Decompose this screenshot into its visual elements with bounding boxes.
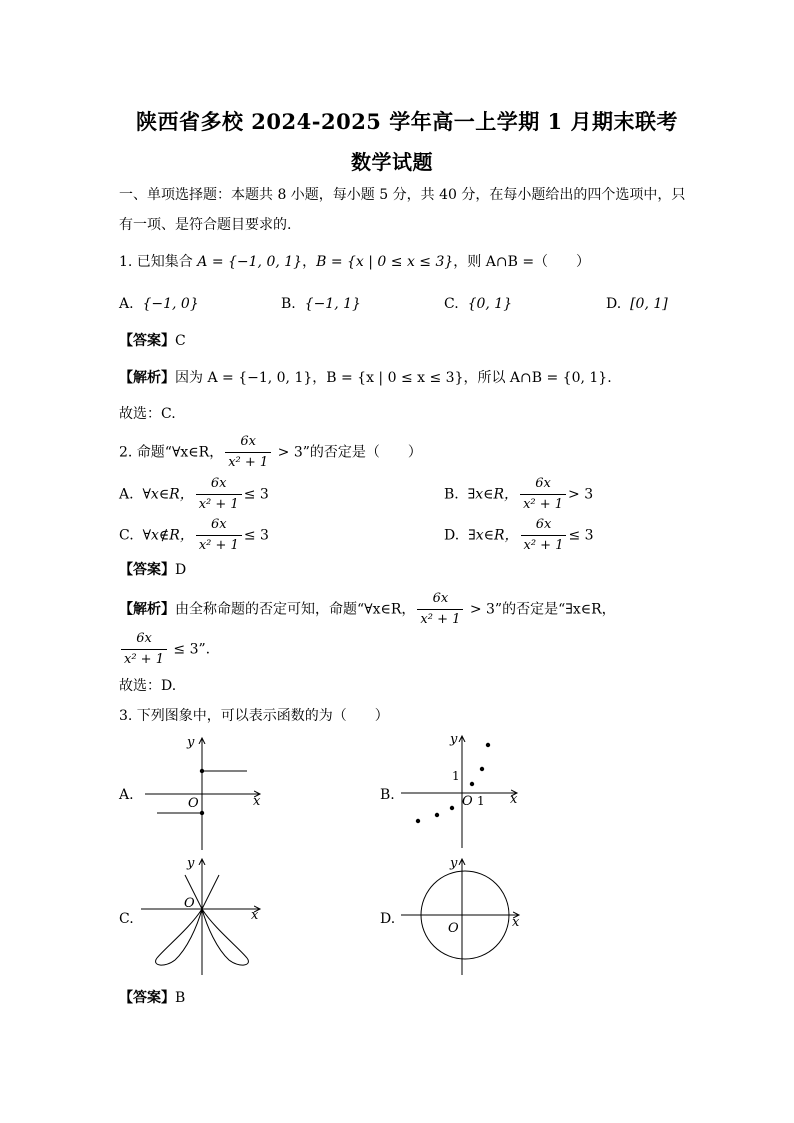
option-relation: ≤ 3 (243, 486, 269, 503)
origin-label: O (448, 921, 459, 936)
option-fraction (196, 515, 242, 556)
option-relation: > 3 (568, 486, 594, 503)
graph-d-label: D. (380, 911, 396, 927)
analysis-tag: 【解析】 (119, 601, 175, 618)
q1-answer (119, 331, 186, 351)
scatter-point (435, 813, 439, 817)
fraction-denominator: x² + 1 (196, 494, 242, 515)
option-relation: ≤ 3 (568, 527, 594, 544)
y-label: y (450, 732, 458, 747)
fraction-numerator: 6x (240, 434, 257, 449)
fraction-numerator: 6x (210, 476, 227, 491)
graph-b-label: B. (380, 787, 395, 803)
q1-option-c (444, 294, 512, 314)
q2-fraction (225, 432, 271, 473)
answer-value: D (175, 562, 187, 578)
q1-set-a: A = {−1, 0, 1} (197, 254, 303, 270)
fraction-denominator: x² + 1 (196, 535, 242, 556)
graph-a (135, 732, 275, 852)
q3-answer (119, 988, 185, 1008)
option-fraction (196, 474, 242, 515)
x-label: x (251, 908, 259, 923)
question-3-stem: 3. 下列图象中，可以表示函数的为（ ） (119, 708, 389, 724)
scatter-point (486, 743, 490, 747)
q1-option-d (606, 294, 668, 314)
q2-answer (119, 560, 186, 580)
y-label: y (450, 856, 458, 871)
y-unit-label: 1 (452, 769, 460, 783)
answer-value: B (175, 990, 186, 1006)
fraction-numerator: 6x (535, 476, 551, 491)
option-text: {−1, 1} (304, 296, 361, 312)
q2-stem-suffix: > 3”的否定是（ ） (273, 444, 422, 461)
section-instructions-line2: 有一项、是符合题目要求的. (119, 217, 292, 233)
analysis-text-b: > 3”的否定是“∃x∈R， (465, 601, 616, 618)
x-label: x (512, 915, 520, 930)
fraction-denominator: x² + 1 (417, 609, 463, 630)
option-label: A. (119, 296, 134, 312)
q1-option-a (119, 294, 199, 314)
option-relation: ≤ 3 (243, 527, 269, 544)
fraction-numerator: 6x (432, 591, 449, 606)
graph-c-label: C. (119, 911, 134, 927)
section-instructions-line1: 一、单项选择题：本题共 8 小题，每小题 5 分，共 40 分，在每小题给出的四个选项中，只 (119, 187, 686, 203)
lower-point (200, 811, 204, 815)
option-text: {−1, 0} (142, 296, 199, 312)
answer-tag: 【答案】 (119, 562, 175, 578)
fraction-denominator: x² + 1 (225, 452, 271, 473)
analysis-fraction (417, 589, 463, 630)
option-prefix: ∃x∈R， (467, 486, 519, 503)
fraction-denominator: x² + 1 (520, 494, 566, 515)
analysis-tag: 【解析】 (119, 370, 175, 386)
q2-option-b (444, 474, 593, 515)
option-fraction (520, 474, 566, 515)
option-label: D. (444, 527, 460, 544)
scatter-point (450, 806, 454, 810)
analysis-text-a: 由全称命题的否定可知，命题“∀x∈R， (175, 601, 416, 618)
analysis-text: 因为 A = {−1, 0, 1}，B = {x | 0 ≤ x ≤ 3}，所以 A∩B = {0, 1}. (175, 370, 612, 386)
analysis-fraction (121, 629, 167, 670)
fraction-numerator: 6x (211, 517, 227, 532)
q1-analysis (119, 368, 612, 388)
option-label: D. (606, 296, 622, 312)
option-label: B. (281, 296, 296, 312)
option-text: {0, 1} (467, 296, 513, 312)
q1-option-b (281, 294, 361, 314)
option-label: C. (119, 527, 134, 544)
q2-stem-prefix: 2. 命题“∀x∈R， (119, 444, 224, 461)
option-text: [0, 1] (630, 296, 668, 312)
q2-analysis-line1 (119, 589, 616, 630)
answer-tag: 【答案】 (119, 333, 175, 349)
graph-d (395, 853, 535, 978)
q1-stem-prefix: 1. 已知集合 (119, 254, 198, 270)
q1-set-b: B = {x | 0 ≤ x ≤ 3} (316, 254, 454, 270)
upper-point (200, 769, 204, 773)
option-fraction (521, 515, 567, 556)
ray-right (202, 875, 219, 909)
y-label: y (187, 735, 195, 750)
fraction-numerator: 6x (136, 631, 152, 646)
option-label: B. (444, 486, 459, 503)
q2-option-d (444, 515, 594, 556)
q1-stem-suffix: ，则 A∩B =（ ） (453, 254, 591, 270)
fraction-denominator: x² + 1 (121, 649, 167, 670)
graph-a-label: A. (119, 787, 134, 803)
q2-option-a (119, 474, 269, 515)
x-unit-label: 1 (477, 794, 485, 808)
origin-label: O (184, 896, 195, 911)
q2-option-c (119, 515, 269, 556)
origin-label: O (462, 794, 473, 809)
option-prefix: ∀x∉R， (142, 527, 194, 544)
option-label: A. (119, 486, 134, 503)
y-label: y (187, 856, 195, 871)
graph-b (395, 730, 535, 850)
question-2-stem (119, 432, 422, 473)
fraction-numerator: 6x (535, 517, 552, 532)
graph-c (135, 853, 275, 978)
question-1-stem (119, 252, 590, 272)
analysis-text-c: ≤ 3”. (168, 641, 211, 658)
page-subtitle: 数学试题 (351, 150, 433, 174)
loop-left (156, 909, 202, 965)
loop-right (202, 909, 248, 965)
q1-conclusion: 故选：C. (119, 406, 176, 422)
answer-value: C (175, 333, 186, 349)
answer-tag: 【答案】 (119, 990, 175, 1006)
scatter-point (416, 819, 420, 823)
fraction-denominator: x² + 1 (521, 535, 567, 556)
scatter-point (480, 767, 484, 771)
q2-analysis-line2 (119, 629, 210, 670)
q1-sep: ， (302, 254, 317, 270)
option-prefix: ∀x∈R， (142, 486, 194, 503)
option-label: C. (444, 296, 459, 312)
q2-conclusion: 故选：D. (119, 678, 177, 694)
x-label: x (253, 794, 261, 809)
page-title: 陕西省多校 2024-2025 学年高一上学期 1 月期末联考 (136, 109, 678, 134)
x-label: x (510, 792, 518, 807)
origin-label: O (188, 796, 199, 811)
option-prefix: ∃x∈R， (468, 527, 519, 544)
scatter-point (470, 782, 474, 786)
